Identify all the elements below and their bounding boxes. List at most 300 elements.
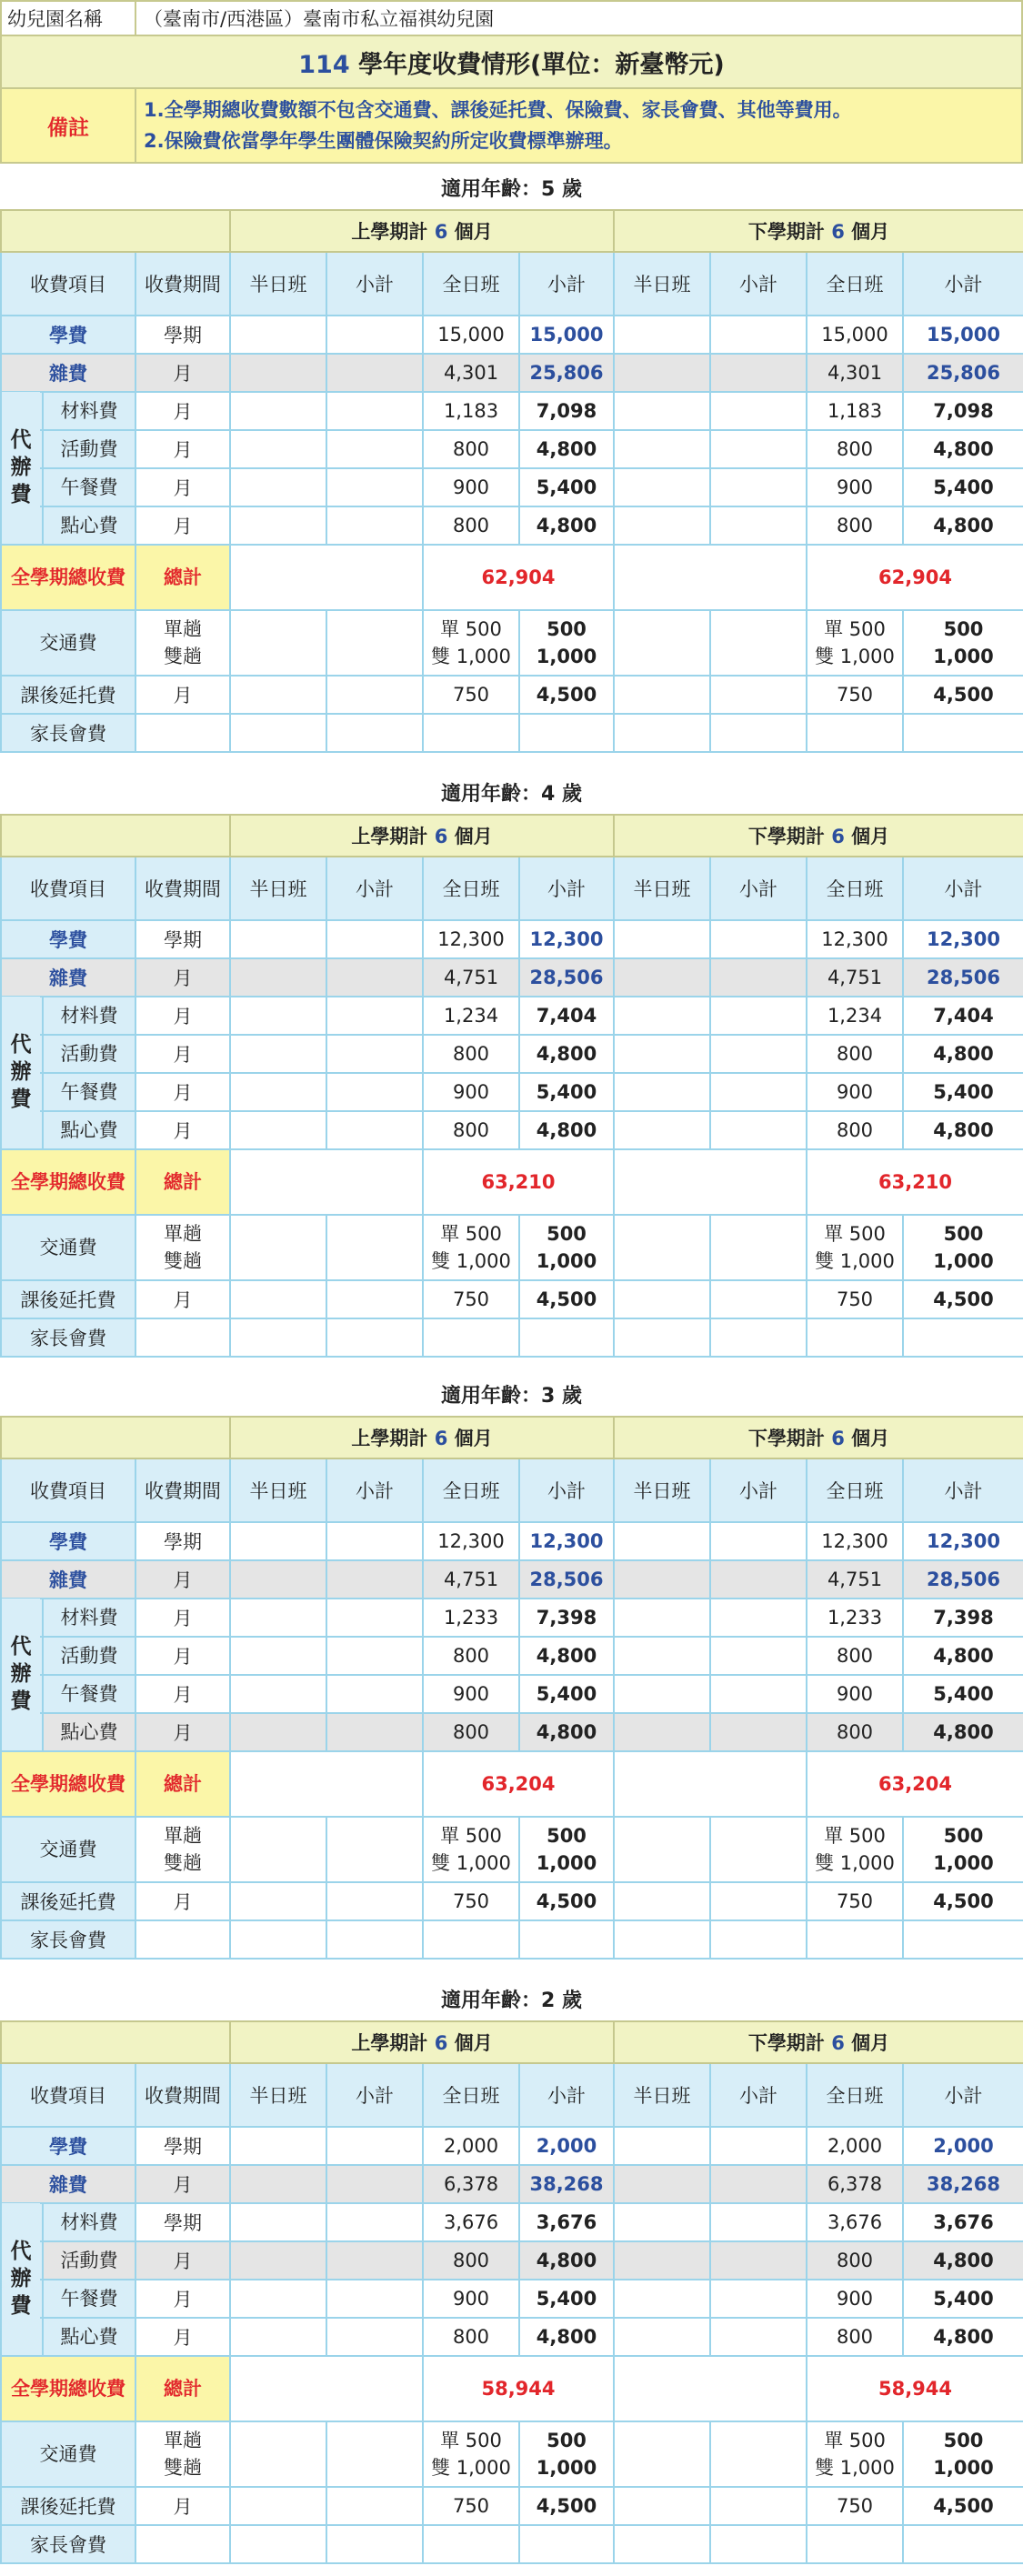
sem-months: 6 [434,221,448,243]
single-fee: 單 500 [824,618,886,640]
sem-suffix: 個月 [447,2032,493,2054]
empty-cell [423,2525,519,2563]
half-day-cell [230,1560,326,1599]
half-day-subtotal [710,997,807,1035]
half-day-cell [614,1817,710,1882]
full-day-cell: 800 [807,506,903,545]
half-day-cell [230,468,326,506]
full-day-subtotal: 4,500 [519,676,614,714]
semester-2-total: 62,904 [807,545,1023,610]
half-day-cell [614,316,710,354]
col-period: 收費期間 [135,2063,230,2127]
half-day-subtotal [710,1599,807,1637]
empty-cell [710,2525,807,2563]
full-day-subtotal: 7,404 [519,997,614,1035]
empty-cell [423,1920,519,1959]
half-day-subtotal [326,1522,423,1560]
full-day-subtotal: 15,000 [903,316,1023,354]
full-day-subtotal: 7,404 [903,997,1023,1035]
agency-text: 代辦費 [10,1635,32,1713]
blank-cell [614,545,807,610]
half-day-cell [230,2280,326,2318]
full-day-cell [423,1817,519,1882]
empty-cell [135,2525,230,2563]
round-trip: 雙趟 [164,1852,202,1874]
parent-fee-label: 家長會費 [1,1920,135,1959]
round-fee: 雙 1,000 [431,1250,511,1272]
total-row [1,2356,1023,2421]
empty-cell [903,2525,1023,2563]
half-day-cell [614,1637,710,1675]
full-day-cell: 4,751 [807,1560,903,1599]
full-day-subtotal: 7,098 [519,392,614,430]
period-cell: 月 [135,1280,230,1318]
half-day-cell [230,2241,326,2280]
sem-suffix: 個月 [844,826,890,847]
col-subtotal: 小計 [326,857,423,920]
blank-cell [1,210,230,252]
total-word: 總計 [135,545,230,610]
full-day-cell: 2,000 [423,2127,519,2165]
full-day-cell: 750 [807,676,903,714]
col-full: 全日班 [807,2063,903,2127]
agency-text: 代辦費 [10,1033,32,1111]
full-day-cell: 900 [807,1073,903,1111]
round-sub: 1,000 [536,2457,597,2479]
period-cell: 學期 [135,2203,230,2241]
full-day-subtotal: 5,400 [903,1073,1023,1111]
single-fee: 單 500 [440,618,502,640]
half-day-subtotal [710,1637,807,1675]
sem-months: 6 [831,1428,845,1449]
snack-row [1,506,1023,545]
half-day-subtotal [326,468,423,506]
half-day-subtotal [710,1215,807,1280]
full-day-cell [807,1215,903,1280]
half-day-cell [614,2165,710,2203]
half-day-cell [614,1713,710,1751]
total-row [1,1751,1023,1817]
snack-label: 點心費 [60,2326,118,2348]
misc-row [1,1560,1023,1599]
half-day-cell [230,392,326,430]
full-day-cell [807,610,903,676]
half-day-cell [230,1035,326,1073]
full-day-subtotal [903,1817,1023,1882]
empty-cell [519,2525,614,2563]
sem-suffix: 個月 [844,1428,890,1449]
transport-label: 交通費 [1,1215,135,1280]
col-subtotal: 小計 [519,857,614,920]
half-day-subtotal [326,2127,423,2165]
half-day-cell [614,506,710,545]
full-day-cell: 900 [423,1675,519,1713]
half-day-subtotal [710,1675,807,1713]
half-day-subtotal [326,1035,423,1073]
lunch-row [1,468,1023,506]
half-day-cell [230,610,326,676]
empty-cell [614,1318,710,1357]
period-cell: 月 [135,1560,230,1599]
half-day-subtotal [710,2165,807,2203]
round-sub: 1,000 [933,2457,994,2479]
empty-cell [230,1318,326,1357]
empty-cell [326,1318,423,1357]
material-row [1,1599,1023,1637]
half-day-cell [614,354,710,392]
col-half: 半日班 [614,857,710,920]
full-day-cell: 750 [807,1882,903,1920]
full-day-cell: 1,234 [423,997,519,1035]
empty-cell [614,1920,710,1959]
col-half: 半日班 [614,1458,710,1522]
half-day-cell [230,1522,326,1560]
half-day-subtotal [326,1111,423,1149]
full-day-cell: 1,233 [807,1599,903,1637]
round-sub: 1,000 [933,1250,994,1272]
sem-months: 6 [831,221,845,243]
empty-cell [135,1920,230,1959]
misc-row [1,354,1023,392]
sem-suffix: 個月 [447,1428,493,1449]
full-day-cell: 12,300 [807,1522,903,1560]
round-fee: 雙 1,000 [431,2457,511,2479]
total-row [1,1149,1023,1215]
full-day-subtotal: 7,398 [519,1599,614,1637]
snack-row [1,1111,1023,1149]
period-cell: 月 [135,997,230,1035]
blank-cell [1,815,230,857]
full-day-cell: 750 [423,676,519,714]
full-day-subtotal: 2,000 [519,2127,614,2165]
full-day-subtotal: 4,800 [903,2241,1023,2280]
single-sub: 500 [943,1223,984,1245]
col-subtotal: 小計 [326,1458,423,1522]
empty-cell [807,2525,903,2563]
half-day-subtotal [326,1073,423,1111]
period-cell: 月 [135,958,230,997]
sem-months: 6 [434,1428,448,1449]
col-subtotal: 小計 [903,2063,1023,2127]
lunch-label: 午餐費 [60,1081,118,1103]
half-day-cell [230,997,326,1035]
full-day-cell: 800 [807,1111,903,1149]
col-subtotal: 小計 [326,2063,423,2127]
full-day-subtotal: 3,676 [519,2203,614,2241]
full-day-subtotal: 7,098 [903,392,1023,430]
half-day-subtotal [326,1675,423,1713]
half-day-subtotal [710,676,807,714]
empty-cell [807,1920,903,1959]
age-section [0,171,1023,753]
semester-2-total: 63,210 [807,1149,1023,1215]
blank-cell [230,1751,423,1817]
full-day-subtotal: 4,800 [519,1713,614,1751]
full-day-subtotal: 4,800 [519,506,614,545]
full-day-cell: 900 [423,2280,519,2318]
full-day-subtotal: 12,300 [519,1522,614,1560]
period-cell: 月 [135,392,230,430]
period-cell: 月 [135,1675,230,1713]
half-day-subtotal [326,506,423,545]
semester-header-row [1,815,1023,857]
full-day-subtotal: 25,806 [903,354,1023,392]
half-day-cell [230,316,326,354]
column-header-row [1,857,1023,920]
col-half: 半日班 [230,2063,326,2127]
col-half: 半日班 [614,252,710,316]
half-day-subtotal [710,1817,807,1882]
material-label: 材料費 [60,1005,118,1027]
tuition-row [1,2127,1023,2165]
half-day-cell [614,2487,710,2525]
blank-cell [614,2356,807,2421]
misc-label: 雜費 [1,2165,135,2203]
full-day-subtotal: 3,676 [903,2203,1023,2241]
round-sub: 1,000 [536,1250,597,1272]
school-name-value: （臺南市/西港區）臺南市私立福祺幼兒園 [135,1,1022,35]
half-day-cell [230,1215,326,1280]
afterschool-row [1,2487,1023,2525]
title-year: 114 [298,50,350,79]
half-day-subtotal [326,2487,423,2525]
half-day-subtotal [710,468,807,506]
period-cell: 月 [135,354,230,392]
full-day-subtotal: 4,500 [519,2487,614,2525]
col-subtotal: 小計 [903,857,1023,920]
blank-cell [1,2021,230,2063]
half-day-cell [614,2318,710,2356]
agency-vertical-label [2,1599,40,1749]
half-day-cell [614,958,710,997]
empty-cell [710,1318,807,1357]
misc-row [1,2165,1023,2203]
semester-2-total: 58,944 [807,2356,1023,2421]
col-period: 收費期間 [135,252,230,316]
full-day-cell [807,2421,903,2487]
period-cell: 月 [135,2280,230,2318]
tuition-row [1,1522,1023,1560]
note-line: 1.全學期總收費數額不包含交通費、課後延托費、保險費、家長會費、其他等費用。 [144,99,852,121]
full-day-cell: 750 [423,1882,519,1920]
empty-cell [230,714,326,752]
half-day-cell [230,1599,326,1637]
round-fee: 雙 1,000 [431,1852,511,1874]
half-day-subtotal [326,2421,423,2487]
full-day-subtotal: 4,800 [519,430,614,468]
sem-months: 6 [831,826,845,847]
half-day-subtotal [326,1280,423,1318]
full-day-cell: 800 [423,2318,519,2356]
half-day-cell [230,2421,326,2487]
tuition-row [1,316,1023,354]
half-day-subtotal [710,2280,807,2318]
round-fee: 雙 1,000 [815,1852,895,1874]
full-day-cell [423,610,519,676]
half-day-cell [230,2318,326,2356]
half-day-subtotal [326,610,423,676]
parent-fee-row [1,714,1023,752]
single-fee: 單 500 [440,1825,502,1847]
empty-cell [614,714,710,752]
column-header-row [1,1458,1023,1522]
blank-cell [230,1149,423,1215]
half-day-cell [614,1522,710,1560]
full-day-subtotal [519,1817,614,1882]
semester-2-header [614,815,1023,857]
full-day-cell: 900 [423,468,519,506]
half-day-cell [614,1882,710,1920]
half-day-cell [614,1073,710,1111]
full-day-subtotal: 12,300 [519,920,614,958]
full-day-subtotal: 5,400 [519,1073,614,1111]
period-cell: 月 [135,1073,230,1111]
col-half: 半日班 [614,2063,710,2127]
full-day-subtotal: 4,500 [519,1280,614,1318]
total-label: 全學期總收費 [1,1149,135,1215]
sem-months: 6 [831,2032,845,2054]
total-word: 總計 [135,2356,230,2421]
half-day-subtotal [710,1560,807,1599]
half-day-cell [614,430,710,468]
full-day-subtotal: 4,800 [903,1637,1023,1675]
period-cell: 學期 [135,1522,230,1560]
half-day-cell [230,1675,326,1713]
full-day-cell: 1,234 [807,997,903,1035]
period-cell: 月 [135,1599,230,1637]
semester-1-header [230,210,614,252]
transport-label: 交通費 [1,1817,135,1882]
half-day-subtotal [710,506,807,545]
period-cell: 學期 [135,316,230,354]
single-sub: 500 [547,1223,587,1245]
activity-label: 活動費 [60,438,118,460]
activity-row [1,1637,1023,1675]
full-day-cell: 750 [423,1280,519,1318]
full-day-cell: 15,000 [423,316,519,354]
single-sub: 500 [943,1825,984,1847]
note-line: 2.保險費依當學年學生團體保險契約所定收費標準辦理。 [144,130,623,152]
period-cell: 月 [135,2318,230,2356]
age-title: 適用年齡：2 歲 [441,1990,582,2012]
period-cell: 月 [135,506,230,545]
half-day-cell [614,2280,710,2318]
half-day-cell [614,2421,710,2487]
full-day-cell: 1,183 [807,392,903,430]
half-day-cell [614,1215,710,1280]
col-item: 收費項目 [1,2063,135,2127]
empty-cell [423,1318,519,1357]
full-day-cell: 800 [807,2318,903,2356]
round-sub: 1,000 [536,1852,597,1874]
half-day-subtotal [326,920,423,958]
transport-period [135,610,230,676]
half-day-subtotal [326,430,423,468]
empty-cell [326,1920,423,1959]
half-day-cell [614,2127,710,2165]
age-section [0,1982,1023,2564]
round-trip: 雙趟 [164,646,202,667]
full-day-cell: 800 [807,1035,903,1073]
age-section [0,776,1023,1358]
col-full: 全日班 [807,252,903,316]
page-title [1,35,1022,88]
tuition-label: 學費 [1,2127,135,2165]
tuition-label: 學費 [1,1522,135,1560]
full-day-cell [807,1817,903,1882]
empty-cell [135,1318,230,1357]
semester-header-row [1,2021,1023,2063]
full-day-subtotal: 7,398 [903,1599,1023,1637]
period-cell: 月 [135,468,230,506]
col-subtotal: 小計 [710,857,807,920]
age-section [0,1378,1023,1960]
agency-vertical-label [2,392,40,543]
half-day-subtotal [326,1215,423,1280]
full-day-subtotal: 4,500 [519,1882,614,1920]
period-cell: 月 [135,1111,230,1149]
fee-table [0,814,1023,1358]
lunch-row [1,1675,1023,1713]
half-day-subtotal [710,392,807,430]
round-fee: 雙 1,000 [815,646,895,667]
half-day-subtotal [710,2203,807,2241]
half-day-cell [230,1817,326,1882]
single-sub: 500 [547,1825,587,1847]
material-row [1,2203,1023,2241]
sem-prefix: 下學期計 [747,826,832,847]
empty-cell [807,714,903,752]
single-fee: 單 500 [824,1825,886,1847]
col-full: 全日班 [423,857,519,920]
half-day-cell [230,430,326,468]
sem-prefix: 上學期計 [351,1428,435,1449]
full-day-cell [423,2421,519,2487]
half-day-cell [614,1675,710,1713]
single-trip: 單趟 [164,1223,202,1245]
misc-label: 雜費 [1,958,135,997]
full-day-subtotal [519,610,614,676]
half-day-subtotal [710,1713,807,1751]
half-day-cell [230,1073,326,1111]
afterschool-label: 課後延托費 [1,2487,135,2525]
parent-fee-row [1,1920,1023,1959]
empty-cell [903,1318,1023,1357]
full-day-subtotal: 12,300 [903,1522,1023,1560]
empty-cell [519,1920,614,1959]
full-day-subtotal [903,1215,1023,1280]
transport-label: 交通費 [1,2421,135,2487]
total-row [1,545,1023,610]
col-full: 全日班 [807,1458,903,1522]
semester-1-total: 63,210 [423,1149,614,1215]
full-day-cell: 800 [807,430,903,468]
full-day-subtotal: 4,500 [903,1280,1023,1318]
period-cell: 學期 [135,920,230,958]
half-day-cell [614,1599,710,1637]
snack-label: 點心費 [44,1714,135,1750]
activity-row [1,430,1023,468]
half-day-subtotal [710,430,807,468]
material-row [1,997,1023,1035]
semester-2-header [614,1417,1023,1458]
half-day-subtotal [326,1882,423,1920]
full-day-subtotal: 4,800 [519,1637,614,1675]
half-day-cell [614,1035,710,1073]
full-day-cell: 800 [423,506,519,545]
lunch-label: 午餐費 [60,476,118,498]
full-day-cell: 800 [423,1035,519,1073]
